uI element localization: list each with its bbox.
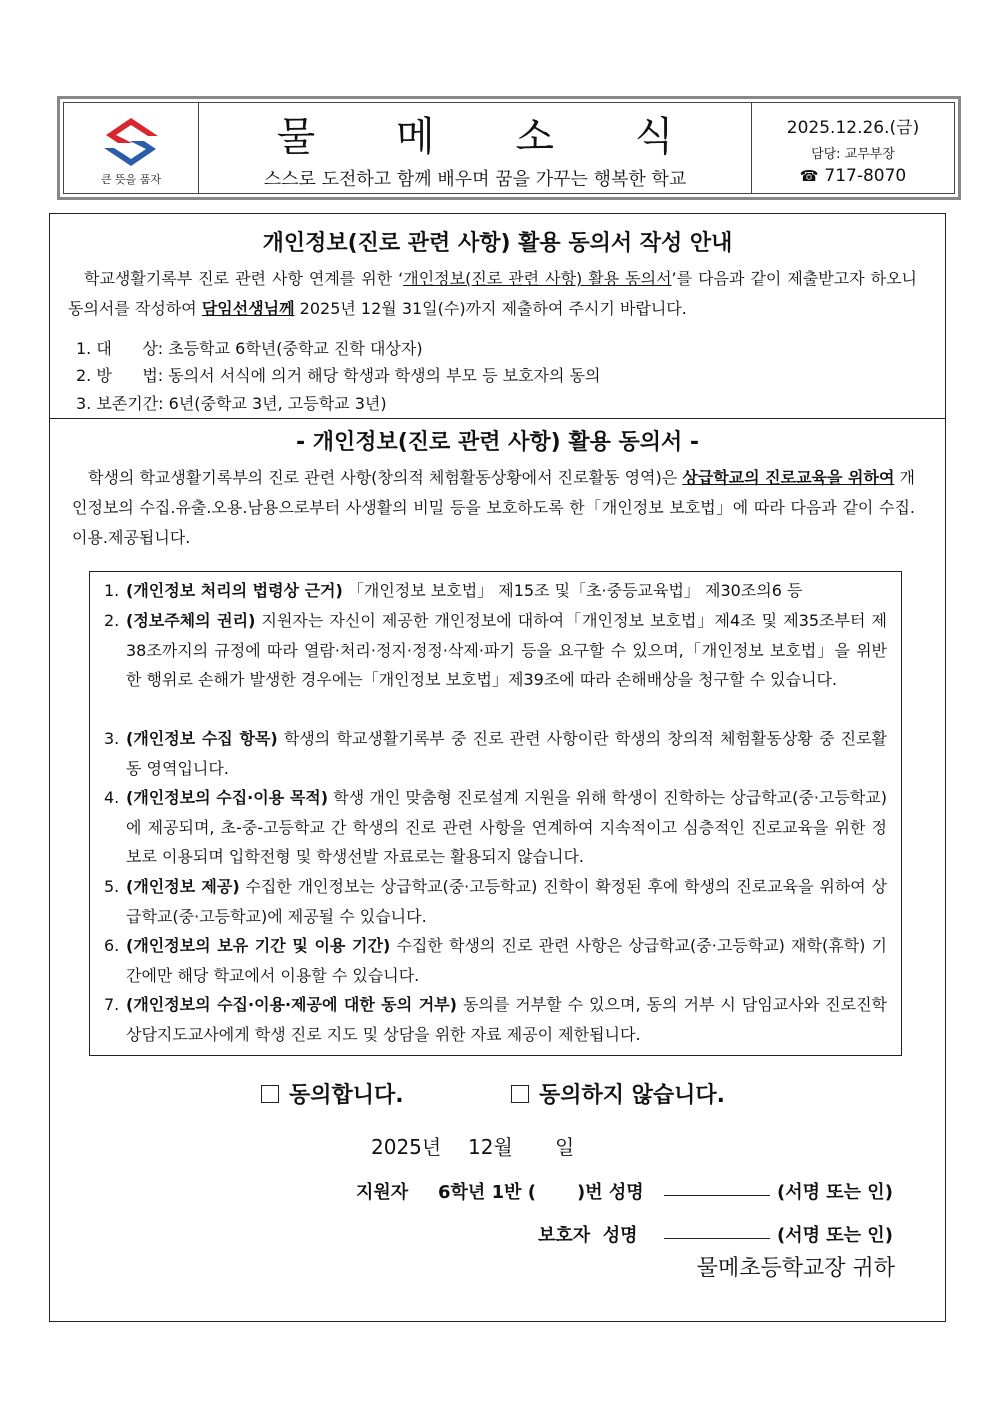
clause-num: 3. (104, 729, 120, 748)
agree-label: 동의합니다. (289, 1083, 404, 1108)
clause-body: 동의를 거부할 수 있으며, 동의 거부 시 담임교사와 진로진학상담지도교사에게 학생 진로 지도 및 상담을 위한 자료 제공이 제한됩니다. (126, 995, 887, 1044)
phone-line (752, 166, 954, 186)
checkbox-icon[interactable] (511, 1085, 529, 1103)
applicant-sign-line[interactable] (664, 1178, 770, 1202)
notice-intro-teacher: 담임선생님께 (201, 299, 295, 318)
school-slogan: 스스로 도전하고 함께 배우며 꿈을 가꾸는 행복한 학교 (263, 169, 687, 190)
agree-option[interactable] (261, 1078, 404, 1109)
applicant-num-label: )번 성명 (577, 1182, 644, 1203)
clause-head: (개인정보의 수집·이용 목적) (126, 788, 329, 807)
applicant-label: 지원자 (356, 1182, 409, 1203)
notice-item: 2. 방 법: 동의서 서식에 의거 해당 학생과 학생의 부모 등 보호자의 동의 (76, 366, 601, 385)
clause-num: 7. (104, 995, 120, 1014)
title-cell (199, 103, 752, 193)
clause-body: 수집한 개인정보는 상급학교(중·고등학교) 진학이 확정된 후에 학생의 진로교육을 위하여 상급학교(중·고등학교)에 제공될 수 있습니다. (126, 877, 887, 926)
clause-body: 「개인정보 보호법」 제15조 및「초·중등교육법」 제30조의6 등 (342, 581, 803, 600)
notice-item: 1. 대 상: 초등학교 6학년(중학교 진학 대상자) (76, 339, 423, 358)
clause-item (104, 576, 887, 606)
main-content-box (49, 213, 946, 1322)
recipient: 물메초등학교장 귀하 (696, 1256, 895, 1281)
clause-num: 2. (104, 611, 120, 630)
notice-item: 3. 보존기간: 6년(중학교 3년, 고등학교 3년) (76, 394, 387, 413)
clause-body: 학생의 학교생활기록부 중 진로 관련 사항이란 학생의 창의적 체험활동상황 중 진로활동 영역입니다. (126, 729, 887, 778)
form-intro-text-1: 학생의 학교생활기록부의 진로 관련 사항(창의적 체험활동상황에서 진로활동 영역)은 (88, 468, 683, 487)
clause-head: (개인정보 제공) (126, 877, 240, 896)
disagree-label: 동의하지 않습니다. (539, 1083, 726, 1108)
notice-title: 개인정보(진로 관련 사항) 활용 동의서 작성 안내 (262, 231, 733, 256)
clause-item (104, 990, 887, 1049)
clause-item (104, 606, 887, 695)
clause-head: (개인정보의 수집·이용·제공에 대한 동의 거부) (126, 995, 457, 1014)
logo-motto: 큰 뜻을 품자 (100, 173, 162, 186)
clause-head: (개인정보의 보유 기간 및 이용 기간) (126, 936, 391, 955)
clause-num: 5. (104, 877, 120, 896)
guardian-sign-line[interactable] (664, 1221, 770, 1245)
clause-item (104, 872, 887, 931)
clause-head: (개인정보 처리의 법령상 근거) (126, 581, 343, 600)
form-intro-text-2: 개인정보의 수집.유출.오용.남용으로부터 사생활의 비밀 등을 보호하도록 한「개인정보 보호법」에 따라 다음과 같이 수집.이용.제공됩니다. (72, 468, 916, 547)
date-year: 2025년 (371, 1135, 442, 1159)
date-day: 일 (555, 1135, 575, 1159)
clause-num: 1. (104, 581, 120, 600)
notice-intro (68, 264, 917, 324)
clause-body: 수집한 학생의 진로 관련 사항은 상급학교(중·고등학교) 재학(휴학) 기간에만 해당 학교에서 이용할 수 있습니다. (126, 936, 887, 985)
clause-item (104, 783, 887, 872)
notice-intro-text-3: 2025년 12월 31일(수)까지 제출하여 주시기 바랍니다. (294, 299, 687, 318)
newsletter-header (57, 96, 961, 200)
clause-item (104, 724, 887, 783)
disagree-option[interactable] (511, 1078, 725, 1109)
school-logo-cell (64, 103, 199, 193)
charge-person: 담당: 교무부장 (811, 147, 895, 162)
date-month: 12월 (468, 1135, 513, 1159)
clause-body: 학생 개인 맞춤형 진로설계 지원을 위해 학생이 진학하는 상급학교(중·고등학교)에 제공되며, 초-중-고등학교 간 학생의 진로 관련 사항을 연계하여 지속적이고 심층적인 진로교육을 위한 정보로 이용되며 입학전형 및 학생선발 자료로는 활용되지 않습니다. (126, 788, 887, 866)
guardian-label: 보호자 성명 (538, 1225, 638, 1246)
info-cell (752, 103, 954, 193)
notice-intro-docname: 개인정보(진로 관련 사항) 활용 동의서 (403, 269, 672, 288)
form-intro (72, 463, 915, 553)
clause-num: 6. (104, 936, 120, 955)
section-divider (50, 418, 945, 419)
phone-number: 717-8070 (824, 166, 907, 186)
phone-icon: ☎ (799, 167, 819, 185)
clause-body: 지원자는 자신이 제공한 개인정보에 대하여「개인정보 보호법」제4조 및 제35조부터 제38조까지의 규정에 따라 열람·처리·정지·정정·삭제·파기 등을 요구할 수 있으며,「개인정보 보호법」을 위반한 행위로 손해가 발생한 경우에는「개인정보 보호법」제39조에 따라 손해배상을 청구할 수 있습니다. (126, 611, 887, 689)
clauses-box (89, 571, 902, 1056)
clause-item (104, 931, 887, 990)
guardian-sign-suffix: (서명 또는 인) (777, 1225, 893, 1246)
checkbox-icon[interactable] (261, 1085, 279, 1103)
clause-head: (개인정보 수집 항목) (126, 729, 278, 748)
notice-intro-text-1: 학교생활기록부 진로 관련 사항 연계를 위한 ‘ (84, 269, 404, 288)
issue-date: 2025.12.26.(금) (786, 118, 920, 138)
notice-intro-text-2: ’를 다음과 같이 제출받고자 하오니 동의서를 작성하여 (68, 269, 917, 318)
applicant-class: 6학년 1반 ( (438, 1182, 536, 1203)
form-intro-purpose: 상급학교의 진로교육을 위하여 (682, 468, 895, 487)
clause-head: (정보주체의 권리) (126, 611, 256, 630)
newsletter-title: 물 메 소 식 (276, 114, 708, 160)
school-logo-icon (102, 116, 160, 168)
clause-num: 4. (104, 788, 120, 807)
form-title: - 개인정보(진로 관련 사항) 활용 동의서 - (295, 430, 700, 455)
applicant-sign-suffix: (서명 또는 인) (777, 1182, 893, 1203)
